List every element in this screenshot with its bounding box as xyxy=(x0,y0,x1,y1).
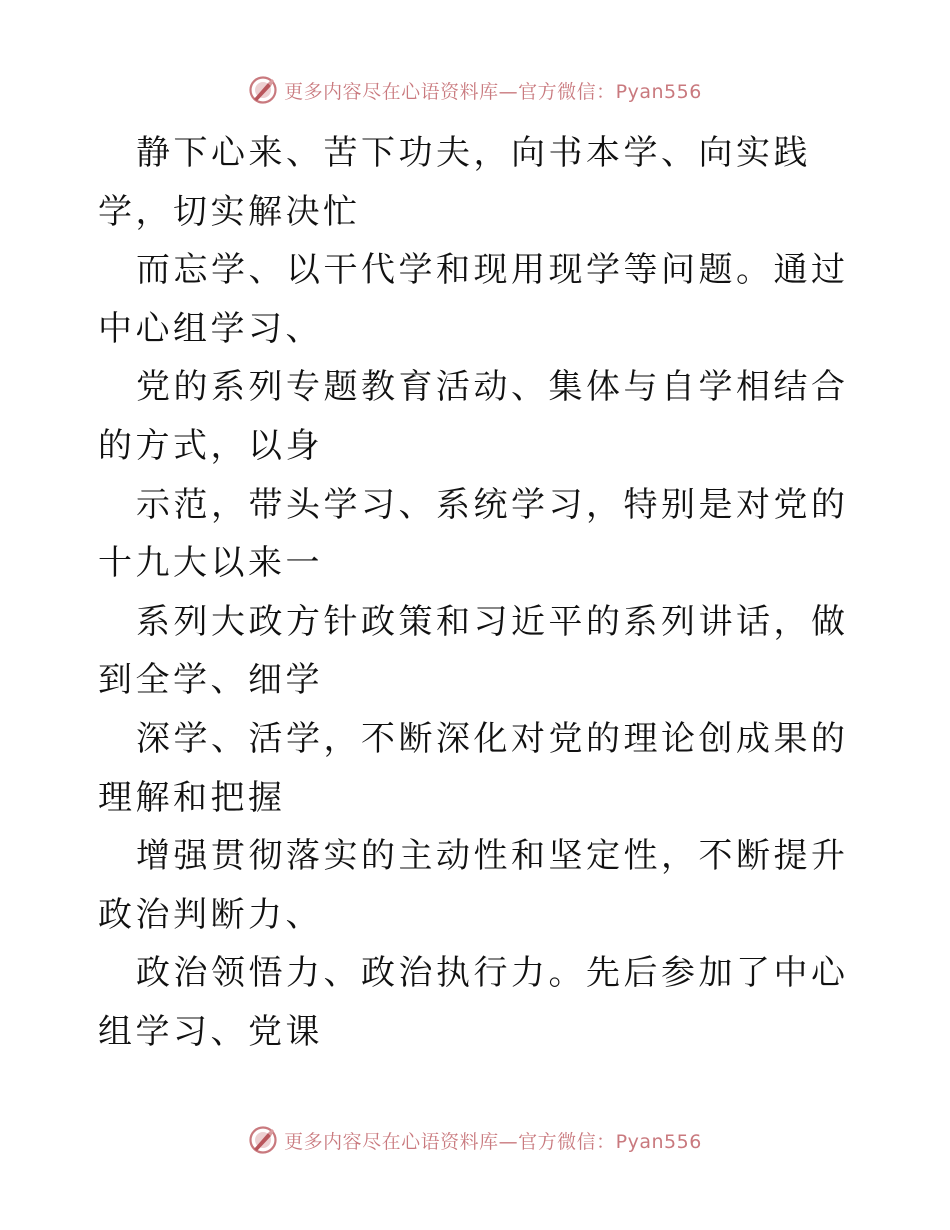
footer-watermark xyxy=(0,1122,950,1158)
watermark-text: 更多内容尽在心语资料库—官方微信：Pyan556 xyxy=(284,1130,702,1153)
paragraph: 而忘学、以干代学和现用现学等问题。通过中心组学习、 xyxy=(98,250,849,349)
paragraph: 政治领悟力、政治执行力。先后参加了中心组学习、党课 xyxy=(98,953,849,1052)
watermark-text: 更多内容尽在心语资料库—官方微信：Pyan556 xyxy=(284,80,702,103)
paragraph: 系列大政方针政策和习近平的系列讲话，做到全学、细学 xyxy=(98,601,849,701)
header-watermark xyxy=(0,72,950,108)
paragraph: 示范，带头学习、系统学习，特别是对党的十九大以来一 xyxy=(98,484,849,584)
paragraph: 党的系列专题教育活动、集体与自学相结合的方式，以身 xyxy=(98,367,849,466)
paragraph: 增强贯彻落实的主动性和坚定性，不断提升政治判断力、 xyxy=(98,836,849,935)
pen-logo-icon xyxy=(248,1125,278,1155)
paragraph: 深学、活学，不断深化对党的理论创成果的理解和把握 xyxy=(98,718,849,818)
paragraph: 静下心来、苦下功夫，向书本学、向实践学，切实解决忙 xyxy=(98,133,811,232)
document-body xyxy=(98,124,858,1062)
pen-logo-icon xyxy=(248,75,278,105)
